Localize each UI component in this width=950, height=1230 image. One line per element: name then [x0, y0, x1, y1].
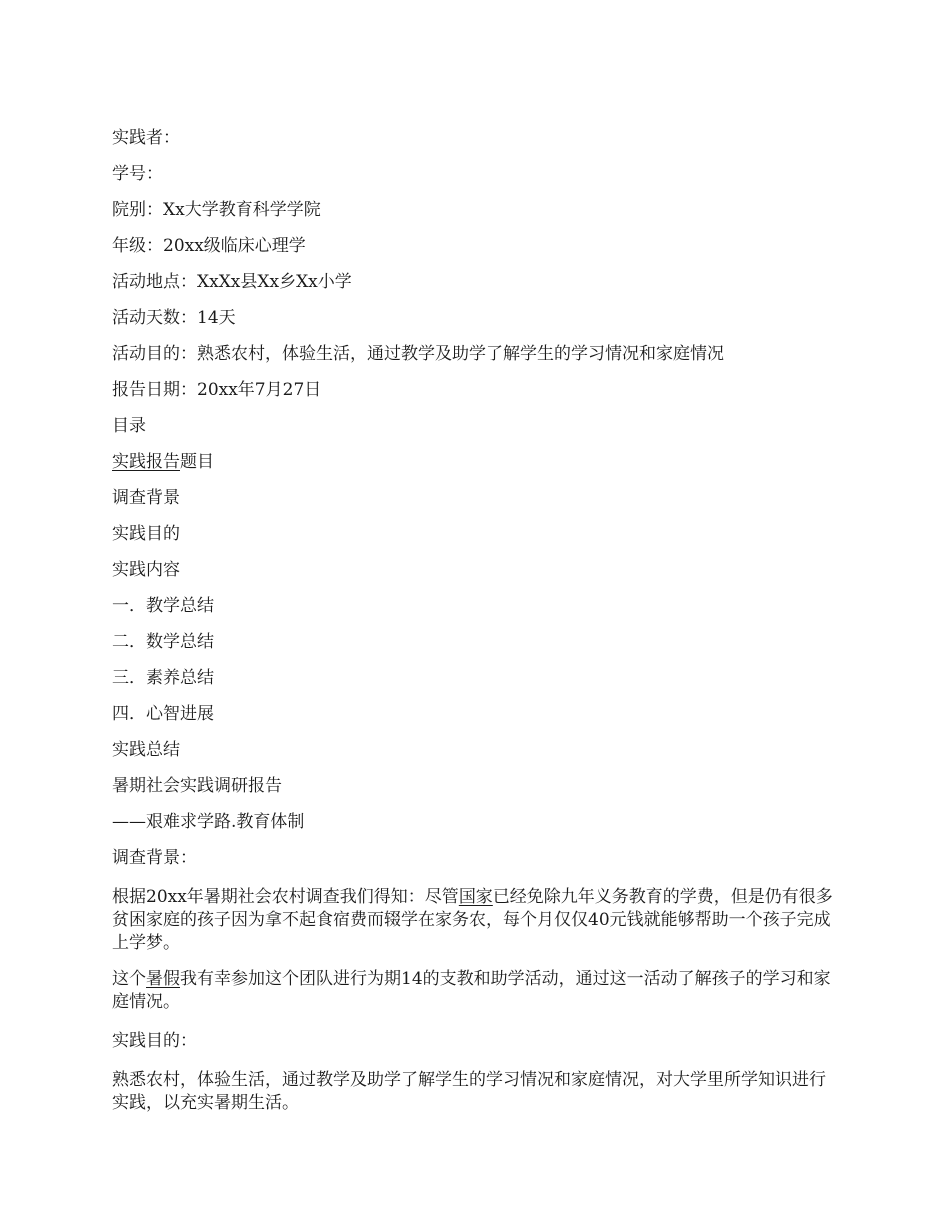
grade-line: 年级：20xx级临床心理学 [112, 236, 306, 256]
p1-after: 已经免除九年义务教育的学费，但是仍有很多贫困家庭的孩子因为拿不起食宿费而辍学在家务农，每个月仅仅40元钱就能够帮助一个孩子完成上学梦。 [112, 887, 833, 953]
p2-before: 这个 [112, 969, 146, 989]
toc-item-math: 二．数学总结 [112, 632, 214, 652]
report-date-line: 报告日期：20xx年7月27日 [112, 380, 322, 400]
toc-item-background: 调查背景 [112, 488, 180, 508]
location-line: 活动地点：XxXx县Xx乡Xx小学 [112, 272, 352, 292]
toc-item-mind: 四．心智进展 [112, 704, 214, 724]
toc-item-report-title-rest: 题目 [180, 452, 214, 472]
days-line: 活动天数：14天 [112, 308, 236, 328]
background-heading: 调查背景： [112, 848, 197, 868]
toc-item-summary: 实践总结 [112, 740, 180, 760]
toc-item-teaching: 一．教学总结 [112, 596, 214, 616]
p1-before: 根据20xx年暑期社会农村调查我们得知：尽管 [112, 887, 459, 907]
purpose-line: 活动目的：熟悉农村，体验生活，通过教学及助学了解学生的学习情况和家庭情况 [112, 344, 724, 364]
department-line: 院别：Xx大学教育科学学院 [112, 200, 321, 220]
student-id-line: 学号： [112, 164, 163, 184]
report-subtitle: ——艰难求学路.教育体制 [112, 812, 305, 832]
practitioner-line: 实践者： [112, 128, 180, 148]
toc-heading: 目录 [112, 416, 146, 436]
toc-item-purpose: 实践目的 [112, 524, 180, 544]
toc-item-report-title [112, 448, 840, 484]
toc-item-content: 实践内容 [112, 560, 180, 580]
toc-item-literacy: 三．素养总结 [112, 668, 214, 688]
country-link[interactable]: 国家 [458, 887, 493, 907]
summer-vacation-link[interactable]: 暑假 [146, 969, 180, 989]
p2-after: 我有幸参加这个团队进行为期14的支教和助学活动，通过这一活动了解孩子的学习和家庭情况。 [112, 969, 831, 1012]
document-page [112, 124, 840, 1128]
report-title: 暑期社会实践调研报告 [112, 776, 282, 796]
background-paragraph-2 [112, 968, 840, 1014]
report-link[interactable]: 实践报告 [112, 452, 180, 472]
background-paragraph-1 [112, 886, 840, 955]
purpose-heading: 实践目的： [112, 1031, 197, 1051]
purpose-paragraph: 熟悉农村，体验生活，通过教学及助学了解学生的学习情况和家庭情况，对大学里所学知识进行实践，以充实暑期生活。 [112, 1070, 826, 1113]
